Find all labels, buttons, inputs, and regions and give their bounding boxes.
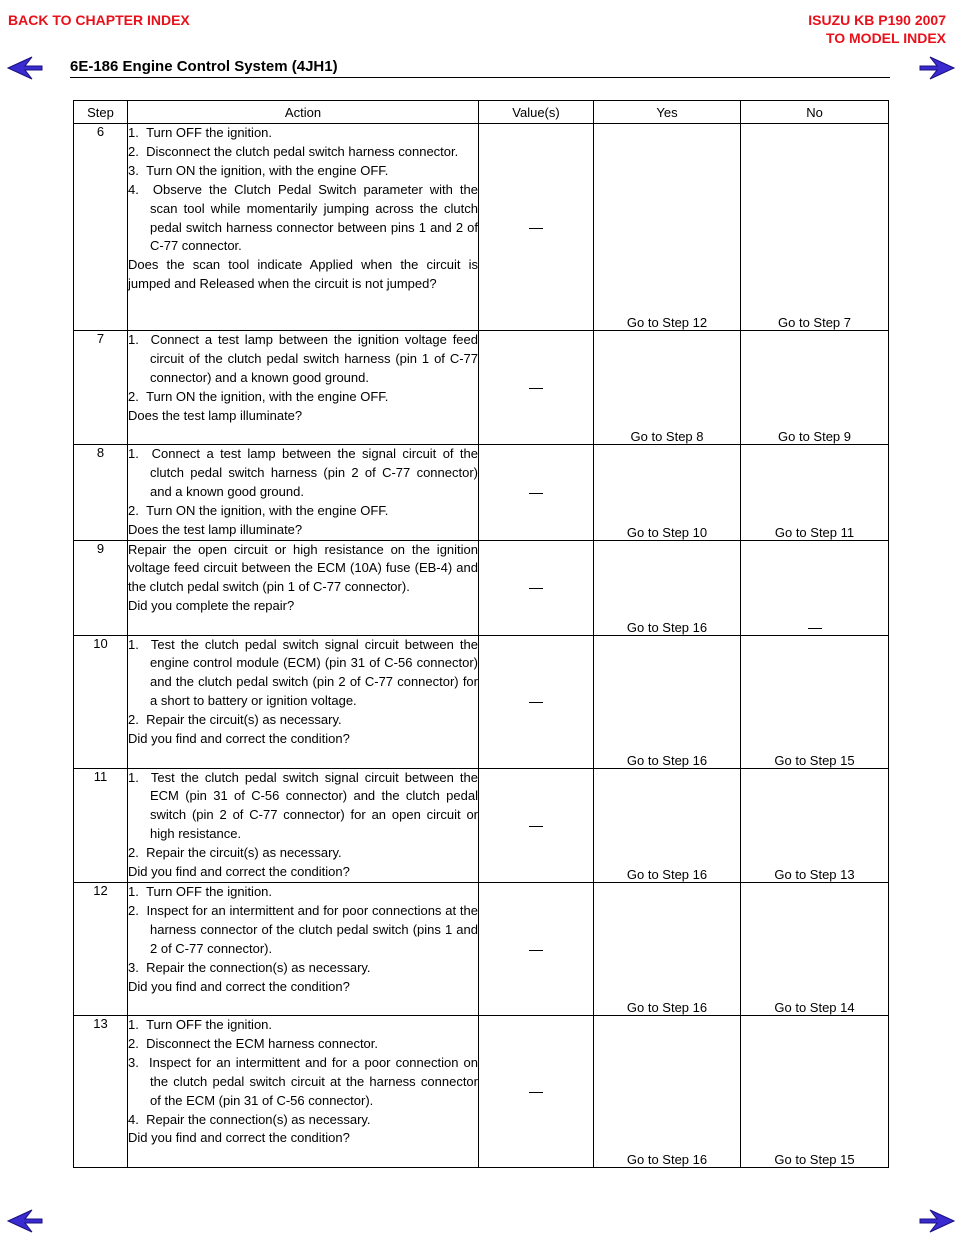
yes-result: Go to Step 12 [626,315,708,330]
step-number: 9 [96,540,105,556]
yes-result: Go to Step 16 [626,999,708,1015]
value-cell [479,124,594,331]
column-header-action: Action [128,101,479,124]
step-number-cell [74,124,128,331]
yes-cell [594,882,741,1015]
step-number: 12 [93,882,108,898]
action-question: Did you find and correct the condition? [128,978,350,994]
value-cell [479,882,594,1015]
action-item: 2. Inspect for an intermittent and for poor connections at the harness connector of the clutch pedal switch (pins 1 and 2 of C-77 connector). [128,902,478,956]
step-number: 10 [93,635,108,651]
table-row [74,635,889,768]
step-number: 7 [96,331,105,346]
action-question: Does the scan tool indicate Applied when the circuit is jumped and Released when the circuit is not jumped? [128,257,478,292]
table-row [74,768,889,882]
table-header-row [74,101,889,124]
table-row [74,540,889,635]
next-page-arrow-bottom-icon[interactable] [918,1208,956,1234]
previous-page-arrow-bottom-icon[interactable] [6,1208,44,1234]
action-item: 3. Repair the connection(s) as necessary. [128,959,371,975]
step-number-cell [74,768,128,882]
header-divider [70,77,890,78]
table-row [74,1015,889,1167]
yes-result: Go to Step 10 [626,524,708,540]
table-row [74,445,889,541]
value-cell [479,445,594,541]
action-cell [128,540,479,635]
action-cell [128,124,479,331]
no-result: Go to Step 15 [774,752,855,768]
yes-result: Go to Step 16 [626,1151,708,1167]
no-cell [741,540,889,635]
table-row [74,882,889,1015]
step-number: 11 [93,768,108,784]
action-item: 1. Turn OFF the ignition. [128,125,273,140]
no-cell [741,1015,889,1167]
yes-cell [594,445,741,541]
yes-result: Go to Step 16 [626,866,708,882]
yes-cell [594,124,741,331]
action-question: Repair the open circuit or high resistance on the ignition voltage feed circuit between the ECM (10A) fuse (EB-4) and the clutch pedal switch (pin 1 of C-77 connector). [128,541,478,595]
value-cell [479,331,594,445]
no-result: Go to Step 15 [774,1151,855,1167]
step-number-cell [74,331,128,445]
action-cell [128,1015,479,1167]
action-cell [128,768,479,882]
yes-result: Go to Step 16 [626,619,708,635]
step-number: 13 [93,1015,108,1031]
action-item: 4. Repair the connection(s) as necessary. [128,1111,371,1127]
not-applicable-dash [529,826,543,827]
no-cell [741,768,889,882]
action-item: 1. Turn OFF the ignition. [128,883,273,899]
no-result: Go to Step 14 [774,999,855,1015]
action-question: Did you find and correct the condition? [128,731,350,747]
column-header-no: No [741,101,889,124]
action-question: Does the test lamp illuminate? [128,407,303,423]
no-result: Go to Step 13 [774,866,855,882]
no-cell [741,635,889,768]
action-item: 1. Connect a test lamp between the signal circuit of the clutch pedal switch harness (pin 2 of C-77 connector) and a known good ground. [128,446,478,499]
action-question: Did you complete the repair? [128,598,295,614]
action-question: Does the test lamp illuminate? [128,521,303,537]
step-number-cell [74,540,128,635]
step-number-cell [74,445,128,541]
step-number: 6 [96,124,105,139]
yes-cell [594,1015,741,1167]
step-number-cell [74,1015,128,1167]
step-number-cell [74,882,128,1015]
action-item: 4. Observe the Clutch Pedal Switch parameter with the scan tool while momentarily jumping across the clutch pedal switch harness connector between pins 1 and 2 of C-77 connector. [128,181,478,254]
no-result: Go to Step 9 [778,429,851,444]
not-applicable-dash [529,1092,543,1093]
action-item: 2. Disconnect the ECM harness connector. [128,1035,379,1051]
no-cell [741,445,889,541]
column-header-values: Value(s) [479,101,594,124]
to-model-index-link[interactable]: TO MODEL INDEX [825,30,946,46]
action-item: 2. Turn ON the ignition, with the engine OFF. [128,388,389,404]
action-item: 2. Repair the circuit(s) as necessary. [128,712,342,728]
action-item: 2. Turn ON the ignition, with the engine OFF. [128,502,389,518]
action-item: 1. Test the clutch pedal switch signal circuit between the ECM (pin 31 of C-56 connector) and the clutch pedal switch (pin 2 of C-77 connector) for an open circuit or high resistance. [128,769,478,842]
not-applicable-dash [529,228,543,229]
step-number: 8 [96,445,105,460]
back-to-chapter-index-link[interactable]: BACK TO CHAPTER INDEX [8,12,190,28]
yes-cell [594,768,741,882]
no-result: Go to Step 7 [778,315,851,330]
action-item: 2. Repair the circuit(s) as necessary. [128,845,342,861]
yes-cell [594,540,741,635]
column-header-yes: Yes [594,101,741,124]
action-cell [128,445,479,541]
not-applicable-dash [808,628,822,629]
no-cell [741,331,889,445]
page-title: 6E-186 Engine Control System (4JH1) [70,58,338,75]
model-title-link[interactable]: ISUZU KB P190 2007 [808,12,946,28]
action-item: 2. Disconnect the clutch pedal switch harness connector. [128,143,459,159]
not-applicable-dash [529,493,543,494]
value-cell [479,635,594,768]
yes-result: Go to Step 16 [626,752,708,768]
diagnostic-steps-table [73,100,889,1168]
no-cell [741,124,889,331]
no-result: Go to Step 11 [774,524,855,540]
action-item: 3. Inspect for an intermittent and for a poor connection on the clutch pedal switch circuit at the harness connector of the ECM (pin 31 of C-56 connector). [128,1054,478,1108]
next-page-arrow-icon[interactable] [918,55,956,81]
action-item: 1. Turn OFF the ignition. [128,1016,273,1032]
value-cell [479,1015,594,1167]
yes-cell [594,331,741,445]
not-applicable-dash [529,588,543,589]
not-applicable-dash [529,702,543,703]
action-question: Did you find and correct the condition? [128,864,350,880]
action-cell [128,882,479,1015]
no-cell [741,882,889,1015]
value-cell [479,768,594,882]
action-item: 1. Test the clutch pedal switch signal circuit between the engine control module (ECM) (pin 31 of C-56 connector) and the clutch pedal switch (pin 2 of C-77 connector) for a short to battery or ignition voltage. [128,636,478,709]
table-row [74,331,889,445]
not-applicable-dash [529,950,543,951]
step-number-cell [74,635,128,768]
previous-page-arrow-icon[interactable] [6,55,44,81]
yes-result: Go to Step 8 [630,429,704,444]
action-question: Did you find and correct the condition? [128,1130,350,1146]
column-header-step: Step [74,101,128,124]
action-item: 1. Connect a test lamp between the ignition voltage feed circuit of the clutch pedal switch harness (pin 1 of C-77 connector) and a known good ground. [128,332,478,385]
yes-cell [594,635,741,768]
value-cell [479,540,594,635]
not-applicable-dash [529,388,543,389]
action-cell [128,635,479,768]
action-item: 3. Turn ON the ignition, with the engine OFF. [128,162,389,178]
action-cell [128,331,479,445]
table-row [74,124,889,331]
